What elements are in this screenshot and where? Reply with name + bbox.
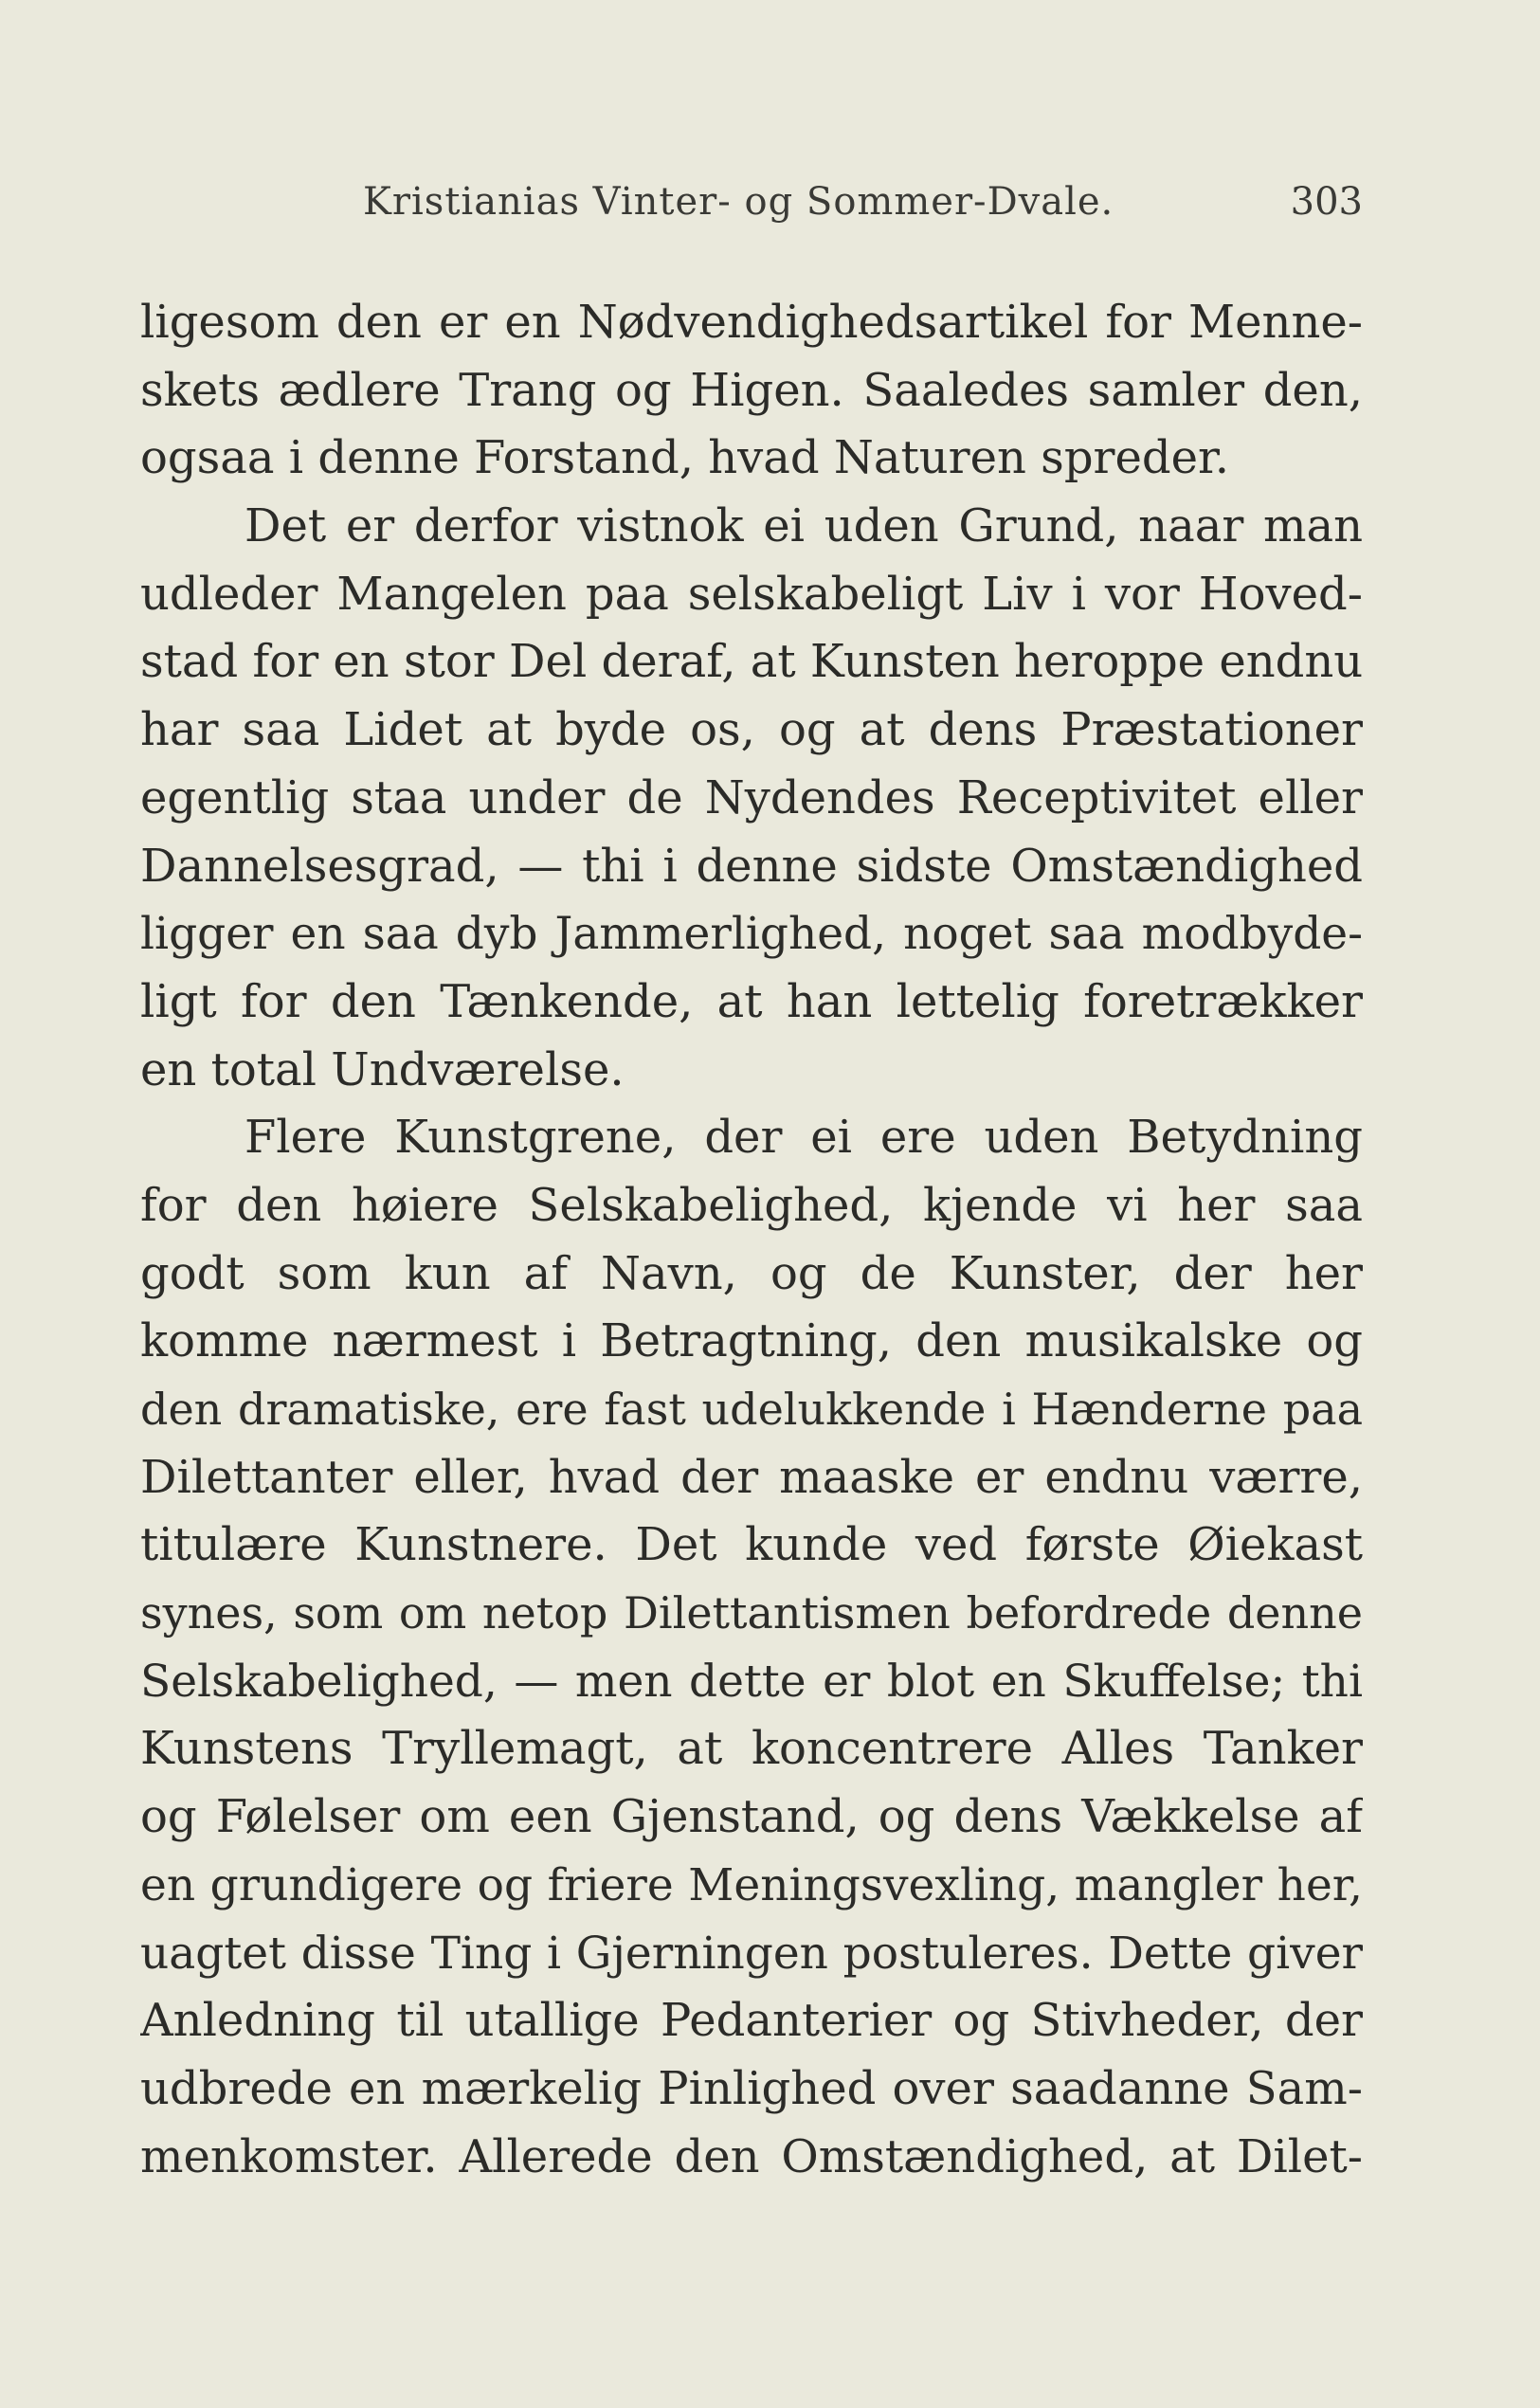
text-line: Kunstens Tryllemagt, at koncentrere Alles Tanker: [140, 1722, 1363, 1776]
text-line: en total Undværelse.: [140, 1042, 625, 1096]
text-line: godt som kun af Navn, og de Kunster, der her: [140, 1246, 1363, 1300]
text-line: Selskabelighed, — men dette er blot en Skuffelse; thi: [140, 1655, 1363, 1708]
text-line: Anledning til utallige Pedanterier og Stivheder, der: [140, 1994, 1363, 2048]
text-line: ligesom den er en Nødvendighedsartikel for Menne-: [140, 296, 1363, 349]
text-line: en grundigere og friere Meningsvexling, mangler her,: [140, 1858, 1363, 1911]
text-line: titulære Kunstnere. Det kunde ved første Øiekast: [140, 1518, 1363, 1572]
text-line: menkomster. Allerede den Omstændighed, at Dilet-: [140, 2129, 1363, 2183]
text-line: uagtet disse Ting i Gjerningen postuleres. Dette giver: [140, 1927, 1363, 1980]
text-line: komme nærmest i Betragtning, den musikalske og: [140, 1314, 1363, 1368]
text-line: har saa Lidet at byde os, og at dens Præstationer: [140, 703, 1363, 757]
text-line: udbrede en mærkelig Pinlighed over saadanne Sam-: [140, 2061, 1363, 2115]
text-line: stad for en stor Del deraf, at Kunsten heroppe endnu: [140, 635, 1363, 689]
text-line: Dilettanter eller, hvad der maaske er endnu værre,: [140, 1450, 1363, 1504]
text-line: Flere Kunstgrene, der ei ere uden Betydning: [245, 1111, 1363, 1165]
text-line: og Følelser om een Gjenstand, og dens Vækkelse af: [140, 1790, 1363, 1844]
text-line: for den høiere Selskabelighed, kjende vi her saa: [140, 1178, 1363, 1232]
text-line: Det er derfor vistnok ei uden Grund, naar man: [245, 499, 1363, 553]
text-line: udleder Mangelen paa selskabeligt Liv i vor Hoved-: [140, 567, 1363, 621]
body-text: [140, 289, 1363, 2191]
text-line: egentlig staa under de Nydendes Receptivitet eller: [140, 770, 1363, 824]
running-head: [140, 180, 1363, 237]
page-number: 303: [1290, 180, 1363, 224]
text-line: den dramatiske, ere fast udelukkende i Hænderne paa: [140, 1384, 1363, 1435]
text-line: ogsaa i denne Forstand, hvad Naturen spreder.: [140, 431, 1229, 485]
text-line: synes, som om netop Dilettantismen befordrede denne: [140, 1587, 1363, 1639]
running-title: Kristianias Vinter- og Sommer-Dvale.: [363, 180, 1114, 224]
text-line: ligt for den Tænkende, at han lettelig foretrækker: [140, 974, 1363, 1028]
text-line: ligger en saa dyb Jammerlighed, noget saa modbyde-: [140, 908, 1363, 961]
text-line: skets ædlere Trang og Higen. Saaledes samler den,: [140, 363, 1363, 417]
text-line: Dannelsesgrad, — thi i denne sidste Omstændighed: [140, 839, 1363, 893]
